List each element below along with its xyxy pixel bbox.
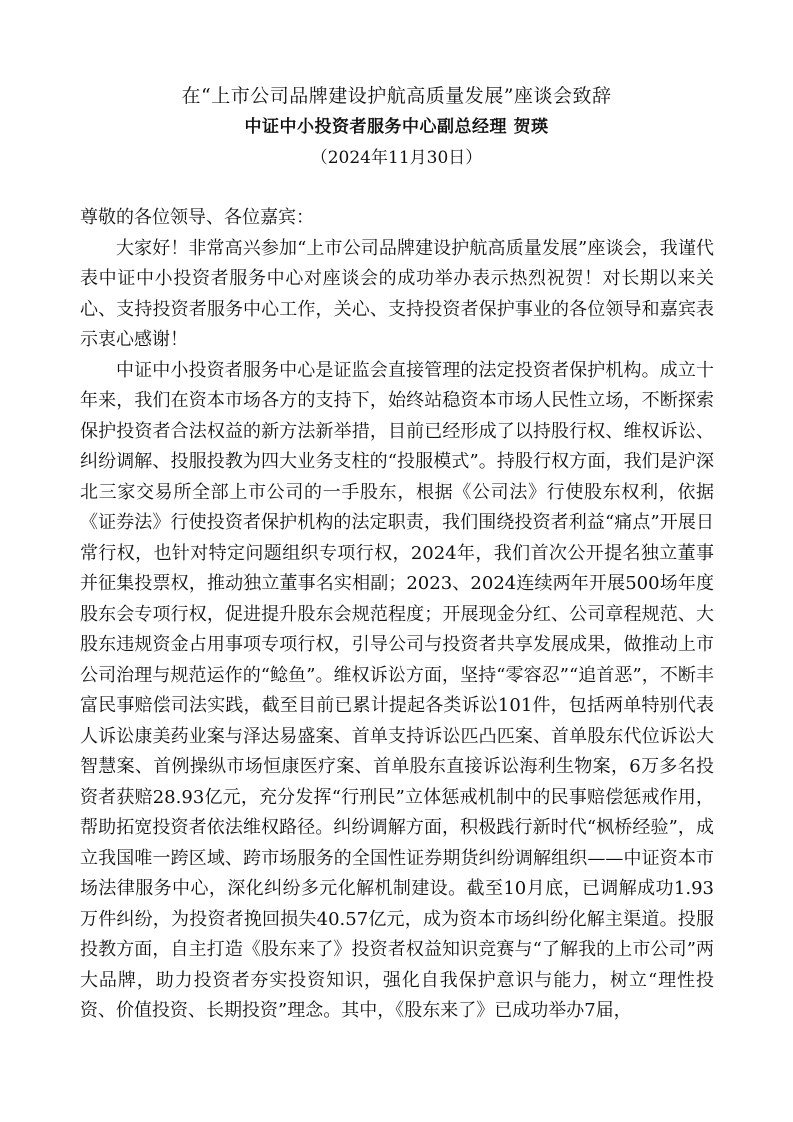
speech-date: （2024年11月30日） [310,148,483,168]
speaker-line: 中证中小投资者服务中心副总经理 贺瑛 [244,117,549,137]
paragraph: 中证中小投资者服务中心是证监会直接管理的法定投资者保护机构。成立十年来，我们在资本市场各方的支持下，始终站稳资本市场人民性立场，不断探索保护投资者合法权益的新方法新举措，目前已经形成了以持股行权、维权诉讼、纠纷调解、投服投教为四大业务支柱的“投服模式”。持股行权方面，我们是沪深北三家交易所全部上市公司的一手股东，根据《公司法》行使股东权利，依据《证券法》行使投资者保护机构的法定职责，我们围绕投资者利益“痛点”开展日常行权，也针对特定问题组织专项行权，2024年，我们首次公开提名独立董事并征集投票权，推动独立董事名实相副；2023、2024连续两年开展500场年度股东会专项行权，促进提升股东会规范程度；开展现金分红、公司章程规范、大股东违规资金占用事项专项行权，引导公司与投资者共享发展成果，做推动上市公司治理与规范运作的“鲶鱼”。维权诉讼方面，坚持“零容忍”“追首恶”，不断丰富民事赔偿司法实践，截至目前已累计提起各类诉讼101件，包括两单特别代表人诉讼康美药业案与泽达易盛案、首单支持诉讼匹凸匹案、首单股东代位诉讼大智慧案、首例操纵市场恒康医疗案、首单股东直接诉讼海利生物案，6万多名投资者获赔28.93亿元，充分发挥“行刑民”立体惩戒机制中的民事赔偿惩戒作用，帮助拓宽投资者依法维权路径。纠纷调解方面，积极践行新时代“枫桥经验”，成立我国唯一跨区域、跨市场服务的全国性证券期货纠纷调解组织——中证资本市场法律服务中心，深化纠纷多元化解机制建设。截至10月底，已调解成功1.93万件纠纷，为投资者挽回损失40.57亿元，成为资本市场纠纷化解主渠道。投服投教方面，自主打造《股东来了》投资者权益知识竞赛与“了解我的上市公司”两大品牌，助力投资者夯实投资知识，强化自我保护意识与能力，树立“理性投资、价值投资、长期投资”理念。其中，《股东来了》已成功举办7届， [80,359,714,1021]
paragraph: 大家好！非常高兴参加“上市公司品牌建设护航高质量发展”座谈会，我谨代表中证中小投资者服务中心对座谈会的成功举办表示热烈祝贺！对长期以来关心、支持投资者服务中心工作，关心、支持投资者保护事业的各位领导和嘉宾表示衷心感谢！ [80,237,714,350]
salutation: 尊敬的各位领导、各位嘉宾： [80,207,314,228]
speech-title: 在“上市公司品牌建设护航高质量发展”座谈会致辞 [181,85,612,107]
speech-body [80,203,714,1027]
